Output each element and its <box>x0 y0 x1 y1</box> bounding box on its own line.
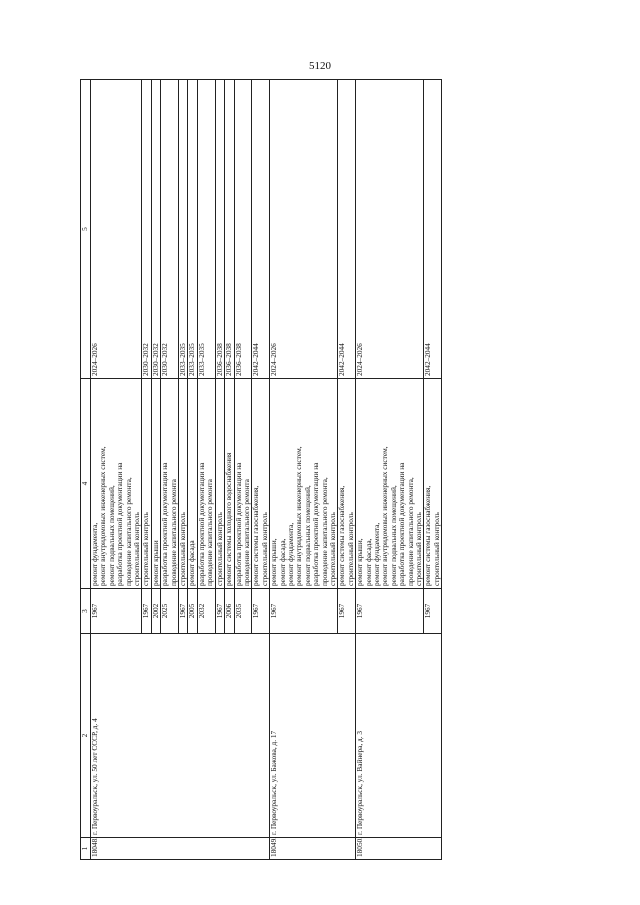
period-cell: 2042–2044 <box>338 80 356 379</box>
work-description-cell: ремонт системы газоснабжения, строительный контроль <box>252 379 270 589</box>
column-header: 3 <box>81 589 91 634</box>
period-cell: 2030–2032 <box>142 80 151 379</box>
year-cell: 1967 <box>215 589 224 634</box>
work-description-cell: строительный контроль <box>179 379 188 589</box>
work-description-cell: разработка проектной документации на проведение капитального ремонта <box>197 379 215 589</box>
record-address: г. Первоуральск, ул. Бажова, д. 17 <box>270 634 356 838</box>
period-cell: 2030–2032 <box>151 80 160 379</box>
year-cell: 2002 <box>151 589 160 634</box>
period-cell: 2036–2038 <box>234 80 252 379</box>
work-description-cell: ремонт фасада <box>188 379 197 589</box>
record-number: 18048. <box>91 838 270 860</box>
work-description-cell: ремонт крыши <box>151 379 160 589</box>
year-cell: 1967 <box>356 589 424 634</box>
period-cell: 2024–2026 <box>356 80 424 379</box>
table-row <box>91 80 142 860</box>
work-description-cell: ремонт системы холодного водоснабжения <box>225 379 234 589</box>
work-description-cell: разработка проектной документации на проведение капитального ремонта <box>161 379 179 589</box>
period-cell: 2036–2038 <box>215 80 224 379</box>
year-cell: 2005 <box>188 589 197 634</box>
year-cell: 1967 <box>91 589 142 634</box>
column-header: 4 <box>81 379 91 589</box>
year-cell: 1967 <box>179 589 188 634</box>
work-description-cell: строительный контроль <box>142 379 151 589</box>
period-cell: 2030–2032 <box>161 80 179 379</box>
work-description-cell: ремонт фундамента, ремонт внутридомовых инженерных систем, ремонт подвальных помещений, разработка проектной документации на проведение капитального ремонта, строительный контроль <box>91 379 142 589</box>
year-cell: 1967 <box>338 589 356 634</box>
rotated-table-wrapper <box>80 80 590 860</box>
record-number: 18050. <box>356 838 442 860</box>
year-cell: 2032 <box>197 589 215 634</box>
period-cell: 2033–2035 <box>179 80 188 379</box>
period-cell: 2036–2038 <box>225 80 234 379</box>
page-number: 5120 <box>309 60 331 72</box>
period-cell: 2033–2035 <box>197 80 215 379</box>
work-description-cell: ремонт системы газоснабжения, строительный контроль <box>424 379 442 589</box>
column-header: 2 <box>81 634 91 838</box>
year-cell: 2006 <box>225 589 234 634</box>
period-cell: 2024–2026 <box>270 80 338 379</box>
record-address: г. Первоуральск, ул. 50 лет СССР, д. 4 <box>91 634 270 838</box>
work-description-cell: ремонт крыши, ремонт фасада, ремонт фундамента, ремонт внутридомовых инженерных систем, ремонт подвальных помещений, разработка проектной документации на проведение капитального ремонта, строительный контроль <box>270 379 338 589</box>
record-address: г. Первоуральск, ул. Вайнера, д. 3 <box>356 634 442 838</box>
period-cell: 2033–2035 <box>188 80 197 379</box>
work-description-cell: разработка проектной документации на проведение капитального ремонта <box>234 379 252 589</box>
year-cell: 1967 <box>270 589 338 634</box>
record-number: 18049. <box>270 838 356 860</box>
column-number-row <box>81 80 91 860</box>
table-body <box>91 80 442 860</box>
work-description-cell: ремонт крыши, ремонт фасада, ремонт фундамента, ремонт внутридомовых инженерных систем, ремонт подвальных помещений, разработка проектной документации на проведение капитального ремонта, строительный контроль <box>356 379 424 589</box>
table-row <box>356 80 424 860</box>
capital-repair-table <box>80 79 442 860</box>
year-cell: 1967 <box>252 589 270 634</box>
period-cell: 2042–2044 <box>424 80 442 379</box>
work-description-cell: ремонт системы газоснабжения, строительный контроль <box>338 379 356 589</box>
period-cell: 2024–2026 <box>91 80 142 379</box>
year-cell: 1967 <box>142 589 151 634</box>
year-cell: 1967 <box>424 589 442 634</box>
work-description-cell: строительный контроль <box>215 379 224 589</box>
table-row <box>270 80 338 860</box>
column-header: 1 <box>81 838 91 860</box>
column-header: 5 <box>81 80 91 379</box>
year-cell: 2025 <box>161 589 179 634</box>
period-cell: 2042–2044 <box>252 80 270 379</box>
year-cell: 2035 <box>234 589 252 634</box>
